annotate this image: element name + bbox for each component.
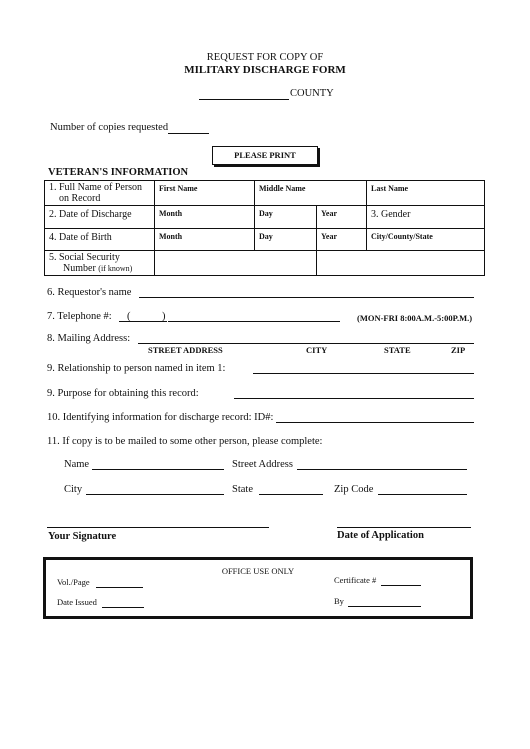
by-label: By	[334, 596, 344, 606]
ssn-if-known: (if known)	[98, 264, 133, 273]
ssn-label	[45, 251, 155, 276]
gender-cell[interactable]: 3. Gender	[367, 206, 485, 229]
birth-day-cell[interactable]: Day	[255, 229, 317, 251]
purpose-input-line[interactable]	[234, 398, 474, 399]
middle-name-cell[interactable]: Middle Name	[255, 181, 367, 206]
table-row-birth-date	[45, 229, 485, 251]
telephone-input-line[interactable]	[168, 321, 340, 322]
relationship-label: 9. Relationship to person named in item 1:	[47, 363, 226, 374]
city-input-line[interactable]	[86, 494, 224, 495]
area-code-input-line[interactable]	[119, 321, 167, 322]
date-of-application-label: Date of Application	[337, 530, 424, 541]
date-issued-input-line[interactable]	[102, 607, 144, 608]
mailing-address-input-line[interactable]	[138, 343, 474, 344]
application-date-input-line[interactable]	[337, 527, 471, 528]
county-label: COUNTY	[290, 88, 334, 99]
requestor-input-line[interactable]	[139, 297, 474, 298]
area-code-close: )	[162, 311, 166, 322]
mailing-address-label: 8. Mailing Address:	[47, 333, 131, 344]
birth-place-cell[interactable]: City/County/State	[367, 229, 485, 251]
name-input-line[interactable]	[92, 469, 224, 470]
certificate-input-line[interactable]	[381, 585, 421, 586]
requestor-label: 6. Requestor's name	[47, 287, 132, 298]
full-name-label-line2: on Record	[59, 193, 101, 204]
certificate-label: Certificate #	[334, 575, 377, 585]
full-name-label-line1: 1. Full Name of Person	[49, 182, 143, 193]
discharge-day-cell[interactable]: Day	[255, 206, 317, 229]
vol-page-label: Vol./Page	[57, 577, 90, 587]
copies-label: Number of copies requested	[50, 122, 169, 133]
please-print-box: PLEASE PRINT	[212, 146, 318, 165]
form-title-line2: MILITARY DISCHARGE FORM	[184, 64, 346, 76]
state-caption: STATE	[384, 345, 411, 355]
date-issued-label: Date Issued	[57, 597, 97, 607]
identifying-info-input-line[interactable]	[276, 422, 474, 423]
discharge-year-cell[interactable]: Year	[317, 206, 367, 229]
ssn-extra-cell[interactable]	[317, 251, 485, 276]
last-name-cell[interactable]: Last Name	[367, 181, 485, 206]
copies-input-line[interactable]	[168, 133, 209, 134]
state-label: State	[232, 484, 253, 495]
ssn-input-cell[interactable]	[155, 251, 317, 276]
county-input-line[interactable]	[199, 99, 289, 100]
name-label: Name	[64, 459, 90, 470]
table-row-full-name	[45, 181, 485, 206]
city-label: City	[64, 484, 83, 495]
vol-page-input-line[interactable]	[96, 587, 143, 588]
office-use-box	[43, 557, 473, 619]
ssn-label-line1: 5. Social Security	[49, 252, 120, 263]
identifying-info-label: 10. Identifying information for discharge record: ID#:	[47, 412, 274, 423]
by-input-line[interactable]	[348, 606, 421, 607]
full-name-label	[45, 181, 155, 206]
city-caption: CITY	[306, 345, 328, 355]
relationship-input-line[interactable]	[253, 373, 474, 374]
discharge-date-label: 2. Date of Discharge	[45, 206, 155, 229]
first-name-cell[interactable]: First Name	[155, 181, 255, 206]
signature-input-line[interactable]	[47, 527, 269, 528]
street-address-caption: STREET ADDRESS	[148, 345, 223, 355]
purpose-label: 9. Purpose for obtaining this record:	[47, 388, 199, 399]
your-signature-label: Your Signature	[48, 531, 117, 542]
office-hours-note: (MON-FRI 8:00A.M.-5:00P.M.)	[357, 313, 473, 323]
veteran-info-heading: VETERAN'S INFORMATION	[48, 167, 189, 178]
birth-year-cell[interactable]: Year	[317, 229, 367, 251]
table-row-ssn	[45, 251, 485, 276]
zip-code-input-line[interactable]	[378, 494, 467, 495]
form-title-line1: REQUEST FOR COPY OF	[206, 52, 324, 63]
zip-caption: ZIP	[451, 345, 466, 355]
street-address-input-line[interactable]	[297, 469, 467, 470]
table-row-discharge-date	[45, 206, 485, 229]
office-use-title: OFFICE USE ONLY	[221, 566, 295, 576]
area-code-open: (	[127, 311, 131, 322]
telephone-label: 7. Telephone #:	[47, 311, 112, 322]
birth-date-label: 4. Date of Birth	[45, 229, 155, 251]
veteran-info-table	[44, 180, 485, 276]
other-person-label: 11. If copy is to be mailed to some other person, please complete:	[47, 436, 323, 447]
street-address-label: Street Address	[232, 459, 293, 470]
zip-code-label: Zip Code	[334, 484, 374, 495]
discharge-month-cell[interactable]: Month	[155, 206, 255, 229]
birth-month-cell[interactable]: Month	[155, 229, 255, 251]
state-input-line[interactable]	[259, 494, 323, 495]
ssn-label-line2: Number	[63, 263, 96, 274]
